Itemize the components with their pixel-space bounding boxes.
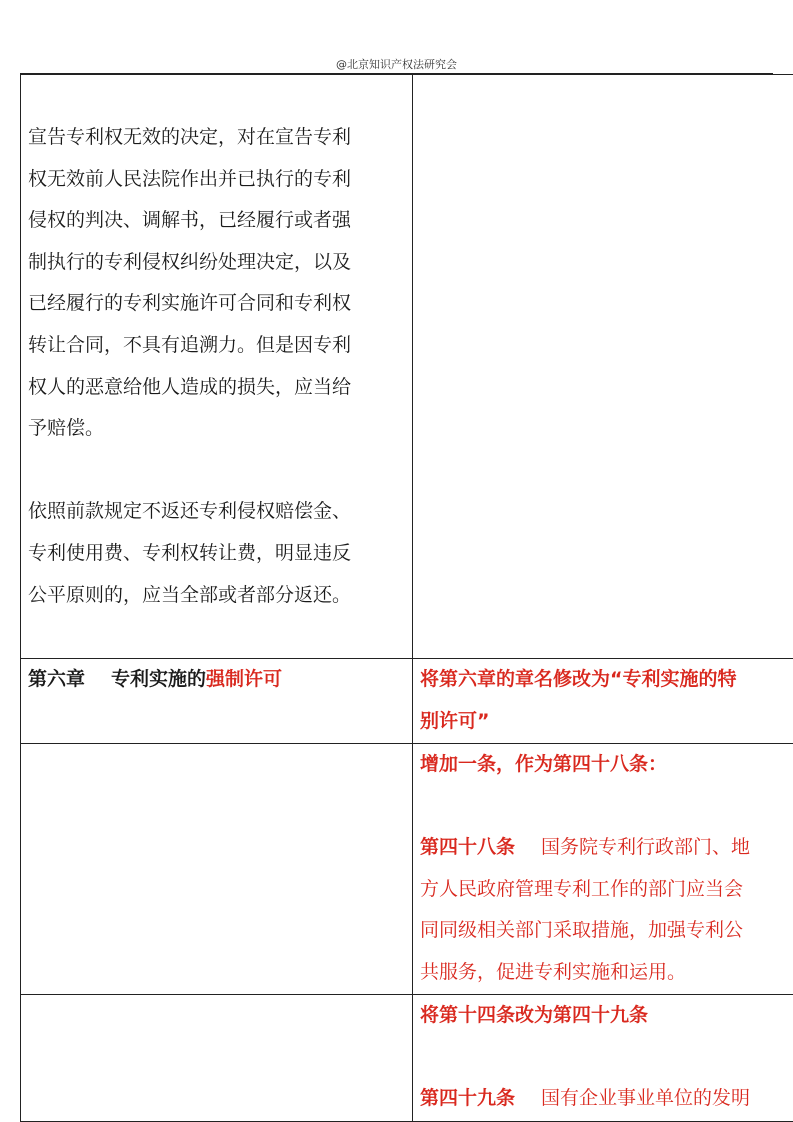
amendment-heading: 将第十四条改为第四十九条 bbox=[420, 995, 793, 1037]
text-line bbox=[420, 1078, 793, 1120]
amendment-cell bbox=[413, 744, 793, 995]
chapter-number: 第六章 bbox=[28, 668, 85, 690]
left-cell bbox=[21, 994, 413, 1121]
paragraph-gap bbox=[28, 450, 405, 492]
chapter-title-highlight: 强制许可 bbox=[206, 668, 282, 690]
text-line: 公平原则的，应当全部或者部分返还。 bbox=[28, 575, 405, 617]
text-line: 转让合同，不具有追溯力。但是因专利 bbox=[28, 325, 405, 367]
paragraph-gap bbox=[420, 786, 793, 828]
text-line: 方人民政府管理专利工作的部门应当会 bbox=[420, 869, 793, 911]
article-number: 第四十九条 bbox=[420, 1087, 515, 1109]
right-cell bbox=[413, 75, 793, 659]
table-row bbox=[21, 994, 793, 1121]
text-line bbox=[420, 827, 793, 869]
text-line: 制执行的专利侵权纠纷处理决定，以及 bbox=[28, 242, 405, 284]
amendment-cell bbox=[413, 994, 793, 1121]
left-cell bbox=[21, 744, 413, 995]
amendment-cell bbox=[413, 659, 793, 744]
text-line: 宣告专利权无效的决定，对在宣告专利 bbox=[28, 117, 405, 159]
text-line: 权人的恶意给他人造成的损失，应当给 bbox=[28, 367, 405, 409]
article-text: 国有企业事业单位的发明 bbox=[541, 1087, 750, 1109]
comparison-table bbox=[20, 74, 793, 1122]
text-line: 同同级相关部门采取措施，加强专利公 bbox=[420, 910, 793, 952]
chapter-title-cell bbox=[21, 659, 413, 744]
amendment-heading: 增加一条，作为第四十八条： bbox=[420, 744, 793, 786]
text-line: 共服务，促进专利实施和运用。 bbox=[420, 952, 793, 994]
table-row bbox=[21, 744, 793, 995]
article-text: 国务院专利行政部门、地 bbox=[541, 836, 750, 858]
table-row bbox=[21, 75, 793, 659]
text-line: 将第六章的章名修改为“专利实施的特 bbox=[420, 659, 793, 701]
text-line: 依照前款规定不返还专利侵权赔偿金、 bbox=[28, 491, 405, 533]
text-line: 侵权的判决、调解书，已经履行或者强 bbox=[28, 200, 405, 242]
chapter-title: 专利实施的 bbox=[111, 668, 206, 690]
text-line: 予赔偿。 bbox=[28, 408, 405, 450]
text-line: 专利使用费、专利权转让费，明显违反 bbox=[28, 533, 405, 575]
text-line: 别许可” bbox=[420, 701, 793, 743]
text-line: 已经履行的专利实施许可合同和专利权 bbox=[28, 283, 405, 325]
page-header: @北京知识产权法研究会 bbox=[0, 56, 793, 72]
text-line: 权无效前人民法院作出并已执行的专利 bbox=[28, 159, 405, 201]
left-cell bbox=[21, 75, 413, 659]
table-row bbox=[21, 659, 793, 744]
paragraph-gap bbox=[420, 1036, 793, 1078]
article-number: 第四十八条 bbox=[420, 836, 515, 858]
